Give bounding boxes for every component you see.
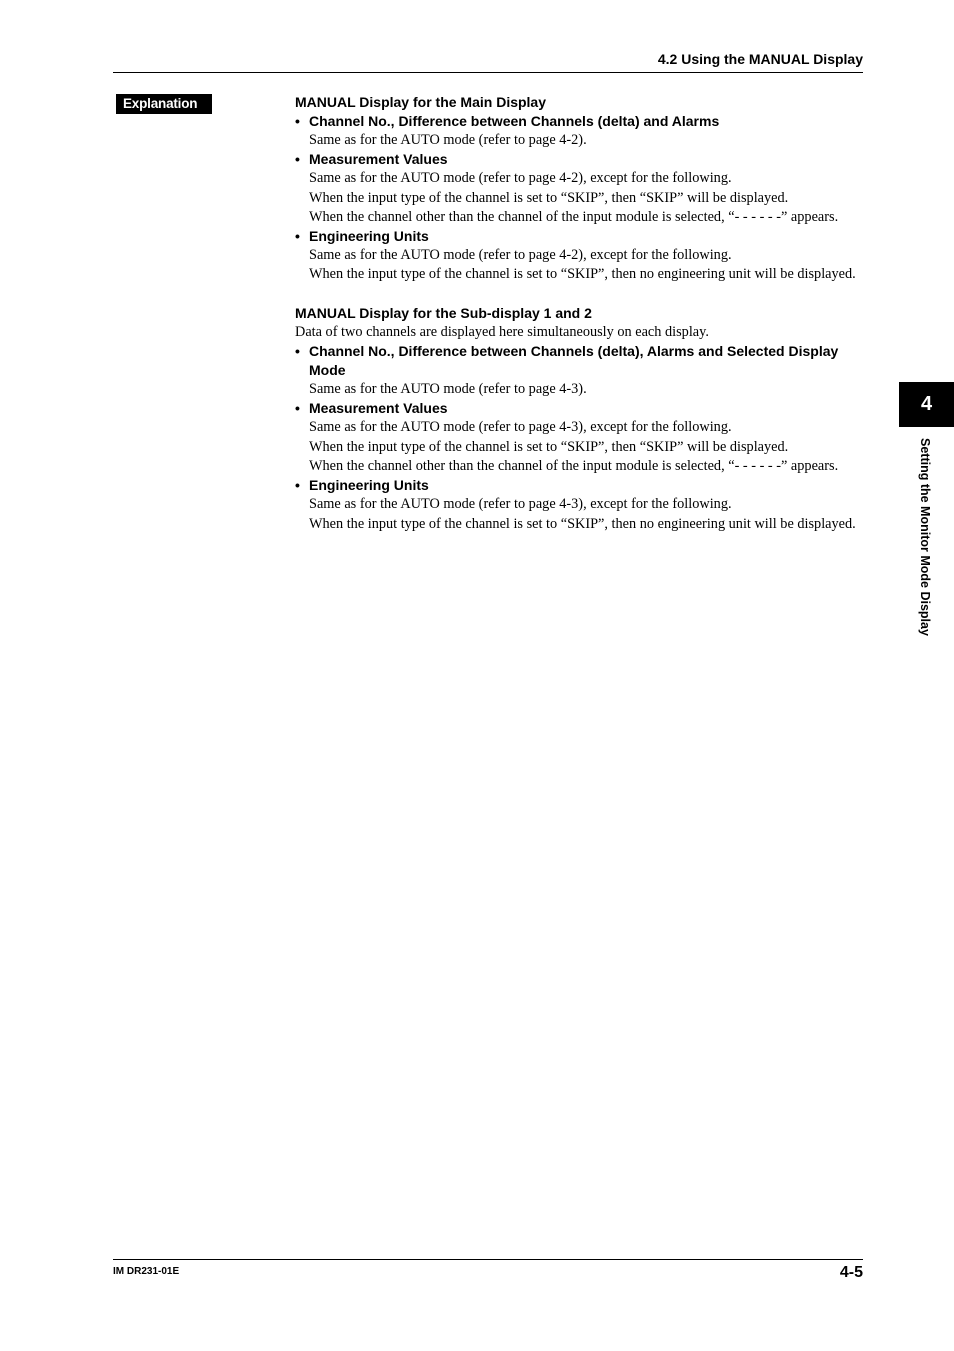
list-item [295,227,867,285]
item-title: Channel No., Difference between Channels (delta), Alarms and Selected Display [309,343,839,360]
main-display-heading: MANUAL Display for the Main Display [295,94,547,110]
footer-rule [113,1259,863,1260]
bullet: • [295,400,300,417]
item-text: When the input type of the channel is set to “SKIP”, then “SKIP” will be displayed. [309,438,789,455]
bullet: • [295,343,300,360]
list-item [295,112,867,150]
chapter-number-tab: 4 [899,382,954,427]
item-title: Measurement Values [309,151,448,168]
item-text: When the input type of the channel is set to “SKIP”, then no engineering unit will be displayed. [309,266,856,283]
item-text: Same as for the AUTO mode (refer to page 4-2). [309,132,587,148]
chapter-title: Setting the Monitor Mode Display [918,438,932,636]
item-text: When the input type of the channel is set to “SKIP”, then “SKIP” will be displayed. [309,189,789,206]
bullet: • [295,228,300,245]
explanation-label: Explanation [116,94,212,114]
page-number: 4-5 [839,1264,863,1281]
item-title-cont: Mode [309,362,346,379]
list-item [295,399,867,476]
item-text: When the input type of the channel is set to “SKIP”, then no engineering unit will be displayed. [309,515,856,532]
item-text: Same as for the AUTO mode (refer to page 4-3), except for the following. [309,496,732,513]
page-header-title: 4.2 Using the MANUAL Display [657,51,863,67]
item-text: Same as for the AUTO mode (refer to page 4-3). [309,381,587,398]
list-item [295,476,867,534]
item-title: Channel No., Difference between Channels (delta) and Alarms [309,113,720,129]
item-title: Engineering Units [309,228,429,245]
sub-display-heading: MANUAL Display for the Sub-display 1 and 2 [295,304,592,321]
sub-display-intro: Data of two channels are displayed here simultaneously on each display. [295,323,709,340]
bullet: • [295,113,300,129]
item-text: Same as for the AUTO mode (refer to page 4-2), except for the following. [309,170,732,187]
list-item [295,342,867,399]
item-title: Measurement Values [309,400,448,417]
header-rule [113,72,863,73]
item-text: Same as for the AUTO mode (refer to page 4-2), except for the following. [309,247,732,264]
item-text: When the channel other than the channel of the input module is selected, “- - - - - -” appears. [309,457,839,474]
bullet: • [295,151,300,168]
document-id: IM DR231-01E [113,1266,180,1277]
item-title: Engineering Units [309,477,429,494]
bullet: • [295,477,300,494]
main-content [295,93,867,534]
list-item [295,150,867,227]
item-text: Same as for the AUTO mode (refer to page 4-3), except for the following. [309,419,732,436]
item-text: When the channel other than the channel of the input module is selected, “- - - - - -” appears. [309,208,839,225]
